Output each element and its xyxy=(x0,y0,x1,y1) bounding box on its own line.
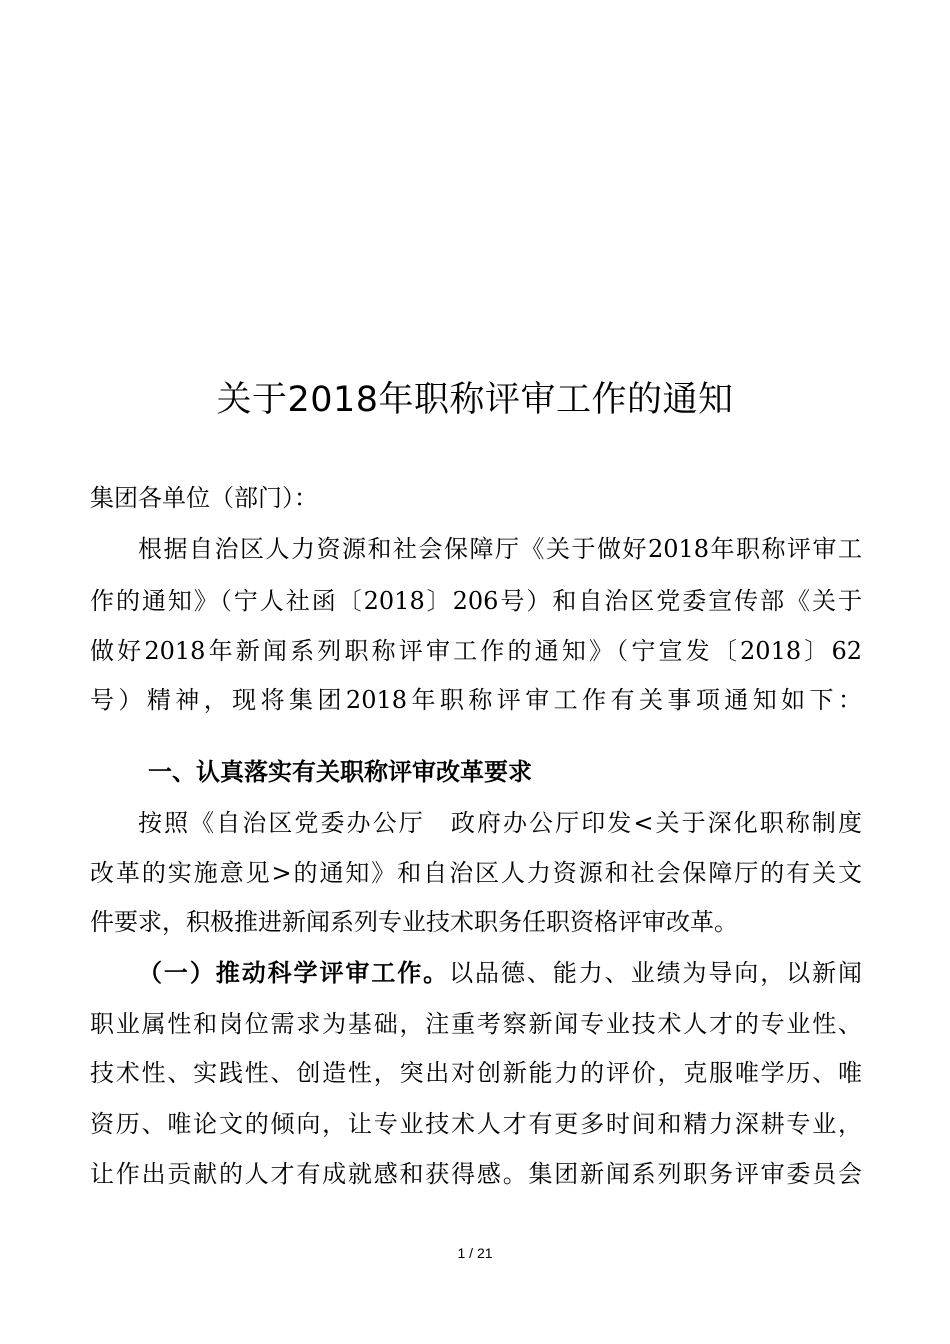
document-title: 关于2018年职称评审工作的通知 xyxy=(216,380,734,420)
intro-line-2: 作的通知》（宁人社函〔2018〕206号）和自治区党委宣传部《关于 xyxy=(90,587,862,615)
section-1-heading: 一、认真落实有关职称评审改革要求 xyxy=(148,758,532,786)
intro-line-4: 号）精神，现将集团2018年职称评审工作有关事项通知如下： xyxy=(90,686,862,714)
subsection-1-line-3: 技术性、实践性、创造性，突出对创新能力的评价，克服唯学历、唯 xyxy=(90,1059,862,1087)
subsection-1-line-4: 资历、唯论文的倾向，让专业技术人才有更多时间和精力深耕专业， xyxy=(90,1110,862,1138)
intro-line-3: 做好2018年新闻系列职称评审工作的通知》（宁宣发〔2018〕62 xyxy=(90,637,862,665)
subsection-1-line-5: 让作出贡献的人才有成就感和获得感。集团新闻系列职务评审委员会 xyxy=(90,1160,862,1188)
section-1-line-3: 件要求，积极推进新闻系列专业技术职务任职资格评审改革。 xyxy=(90,908,738,936)
subsection-1-line-1 xyxy=(138,958,862,988)
section-1-line-2: 改革的实施意见>的通知》和自治区人力资源和社会保障厅的有关文 xyxy=(90,859,862,887)
subsection-1-line-2: 职业属性和岗位需求为基础，注重考察新闻专业技术人才的专业性、 xyxy=(90,1010,862,1038)
subsection-1-first-rest: 以品德、能力、业绩为导向，以新闻 xyxy=(449,959,863,987)
page-number: 1 / 21 xyxy=(457,1245,493,1261)
intro-line-1: 根据自治区人力资源和社会保障厅《关于做好2018年职称评审工 xyxy=(138,535,862,563)
salutation: 集团各单位（部门）： xyxy=(90,484,318,512)
section-1-line-1: 按照《自治区党委办公厅 政府办公厅印发<关于深化职称制度 xyxy=(138,809,862,837)
subsection-1-lead: （一）推动科学评审工作。 xyxy=(138,959,450,987)
